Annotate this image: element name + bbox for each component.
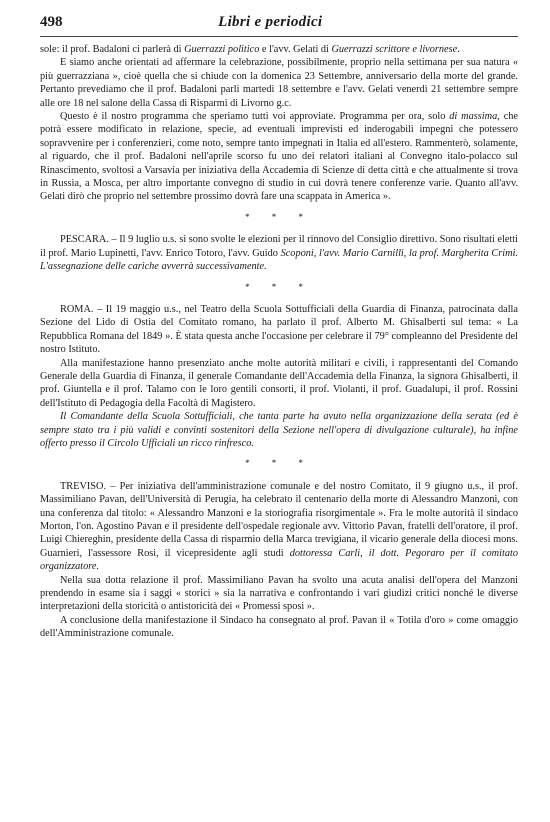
text-run: , che potrà essere modificato in relazione, specie, ad eventuali imprevisti ed inderogabili impegni che potessero sopravvenire per i conferenzieri, come noto, sempre tanto impegnati in Italia ed all'estero. Rammenterò, solamente, al riguardo, che il prof. Badaloni nell'aprile scorso fu uno dei relatori italiani al Convegno italo-polacco sul Rinascimento, svoltosi a Varsavia per iniziativa della Accademia di Scienze di detta città e che attualmente si trova in Russia, a Mosca, per altro importante convegno di studio in cui dovrà tenere conferenze varie. Quanto all'avv. Gelati dirò che proprio nel settembre prossimo dovrà fare una scappata in America ». (40, 111, 519, 203)
place-name: TREVISO. (60, 480, 107, 492)
pescara-section (40, 233, 518, 273)
italic-phrase: dottoressa Carli, il dott. Pegoraro per il comitato organizzatore. (40, 547, 518, 573)
italic-phrase: Scoponi, l'avv. Mario Carnilli, la prof. Margherita Crimi. L'assegnazione delle cariche avverrà successivamente. (40, 247, 519, 273)
italic-phrase: di massima (449, 111, 498, 123)
section-divider: * * * (245, 281, 313, 292)
roma-section (40, 303, 518, 450)
treviso-section (40, 480, 518, 641)
text-run: e l'avv. Gelati di (259, 44, 332, 55)
page-header (40, 14, 518, 37)
page-number: 498 (40, 14, 63, 30)
paragraph (40, 233, 518, 273)
text-run: . (457, 44, 460, 55)
place-name: PESCARA. (60, 234, 109, 246)
paragraph (40, 303, 518, 357)
italic-phrase: Il Comandante della Scuola Sottufficiali, che tanta parte ha avuto nella organizzazione della serata (ed è sempre stato tra i più validi e convinti sostenitori della Sezione nell'opera di divulgazione culturale), ha infine offerto presso il Circolo Ufficiali un ricco rinfresco. (40, 411, 518, 449)
text-run: – Il 9 luglio u.s. si sono svolte le elezioni per il rinnovo del Consiglio direttivo. Sono risultati eletti il prof. Mario Lupinetti, l'avv. Enrico Totoro, l'avv. Guido (40, 234, 518, 259)
paragraph: E siamo anche orientati ad affermare la celebrazione, possibilmente, proprio nella settimana per sua natura « più guerrazziana », cioè quella che si chiude con la domenica 23 Settembre, anniversario della morte del grande. Pertanto prevediamo che il prof. Badaloni parli martedì 18 settembre e l'avv. Gelati venerdì 21 settembre sempre alle ore 18 nel salone della Cassa di Risparmi di Livorno g.c. (40, 57, 518, 109)
paragraph: A conclusione della manifestazione il Sindaco ha consegnato al prof. Pavan il « Totila d'oro » come omaggio dell'Amministrazione comunale. (40, 614, 518, 640)
paragraph (40, 480, 518, 574)
paragraph (40, 110, 518, 204)
text-run: – Il 19 maggio u.s., nel Teatro della Scuola Sottufficiali della Guardia di Finanza, patrocinata dalla Sezione del Lido di Ostia del Comitato romano, ha parlato il prof. Alberto M. Ghisalberti sul tema: « La Repubblica Romana del 1849 ». È stata questa anche l'occasione per celebrare il 79° compleanno del Presidente del nostro Istituto. (40, 303, 518, 356)
paragraph: Nella sua dotta relazione il prof. Massimiliano Pavan ha svolto una acuta analisi dell'opera del Manzoni prendendo in esame sia i saggi « storici » sia la narrativa e confrontando i vari giudizi critici nonché le diverse interpretazioni della storicità o antistoricità dei « Promessi sposi ». (40, 574, 518, 613)
text-run: Questo è il nostro programma che speriamo tutti voi approviate. Programma per ora, solo (60, 111, 450, 123)
paragraph (40, 43, 518, 56)
section-divider: * * * (245, 458, 313, 469)
text-run: sole: il prof. Badaloni ci parlerà di (40, 44, 185, 55)
running-head: Libri e periodici (218, 14, 323, 30)
section-divider: * * * (245, 211, 313, 222)
place-name: ROMA. (60, 303, 94, 315)
italic-title: Guerrazzi politico (184, 44, 260, 55)
continuation-section (40, 43, 518, 204)
paragraph (40, 410, 518, 450)
paragraph: Alla manifestazione hanno presenziato anche molte autorità militari e civili, i rappresentanti del Comando Generale della Guardia di Finanza, il generale Comandante dell'Accademia della Finanza, la signora Ghisalberti, il prof. Giuntella e il prof. Talamo con le loro gentili consorti, il prof. Violanti, il prof. Guadalupi, il prof. Rossini dell'Istituto di Pedagogia della Facoltà di Magistero. (40, 357, 518, 409)
italic-title: Guerrazzi scrittore e livornese (331, 44, 458, 55)
text-run: – Per iniziativa dell'amministrazione comunale e del nostro Comitato, il 9 giugno u.s., il prof. Massimiliano Pavan, dell'Università di Perugia, ha celebrato il centenario della morte di Alessandro Manzoni, con una conferenza dal titolo: « Alessandro Manzoni e la storiografia risorgimentale ». Fra le molte autorità il sindaco Morton, l'on. Agostino Pavan e il presidente dell'ospedale regionale avv. Vittorio Pavan, fratelli dell'oratore, il prof. Luigi Chiereghin, presidente della Cassa di risparmio della Marca trevigiana, il vicario generale della diocesi mons. Guarnieri, l'assessore Rosi, il vicepresidente agli studi (40, 480, 518, 559)
article-body (40, 43, 518, 641)
